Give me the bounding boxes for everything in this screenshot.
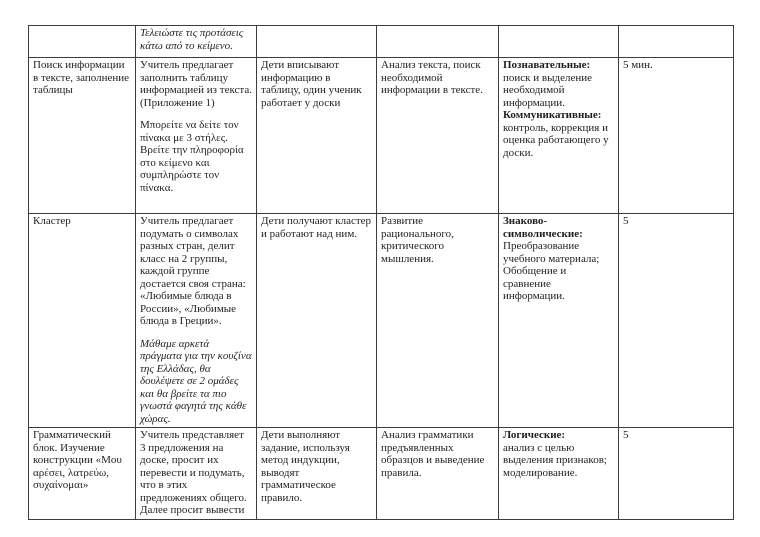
students-cell [257,58,377,214]
teacher-cell [136,428,257,520]
time-cell [619,214,734,428]
time-text: 5 [623,429,629,441]
teacher-cell [136,58,257,214]
teacher-greek-text: Μπορείτε να δείτε τον πίνακα με 3 στήλες. Βρείτε την πληροφορία στο κείμενο και συμπληρώστε τον πίνακα. [140,119,244,194]
time-cell [619,58,734,214]
uud-cell [499,428,619,520]
table-row [29,26,734,58]
teacher-cell [136,214,257,428]
students-text: Дети вписывают информацию в таблицу, один ученик работает у доски [261,59,362,109]
table-row [29,214,734,428]
students-cell [257,214,377,428]
teacher-greek-text: Μάθαμε αρκετά πράγματα για την κουζίνα της Ελλάδας, θα δουλέψετε σε 2 ομάδες και θα βρείτε τα πιο γνωστά φαγητά της κάθε χώρας. [140,337,252,425]
time-text: 5 мин. [623,59,653,71]
development-cell [377,58,499,214]
time-text: 5 [623,215,629,227]
development-cell [377,214,499,428]
uud-text: контроль, коррекция и оценка работающего у доски. [503,121,609,159]
uud-text: поиск и выделение необходимой информации. [503,71,592,109]
table-row [29,428,734,520]
development-text: Анализ грамматики предъявленных образцов и выведение правила. [381,429,485,479]
teacher-text: Учитель представляет 3 предложения на доске, просит их перевести и подумать, что в этих предложениях общего. Далее просит вывести [140,429,247,516]
uud-cell [499,58,619,214]
stage-text: Грамматический блок. Изучение конструкции «Μου αρέσει, λατρεύω, συχαίνομαι» [33,429,122,491]
uud-label: Познавательные: [503,59,591,71]
uud-cell [499,214,619,428]
uud-label: Логические: [503,429,566,441]
development-cell [377,428,499,520]
development-text: Анализ текста, поиск необходимой информации в тексте. [381,59,483,96]
stage-cell [29,428,136,520]
teacher-cell [136,26,257,58]
stage-cell [29,58,136,214]
students-cell [257,26,377,58]
teacher-greek-text: Τελειώστε τις προτάσεις κάτω από το κείμενο. [140,27,244,52]
stage-cell [29,26,136,58]
stage-cell [29,214,136,428]
table-row [29,58,734,214]
stage-text: Кластер [33,215,71,227]
development-text: Развитие рационального, критического мышления. [381,215,454,265]
uud-label: Знаково-символические: [503,215,583,240]
students-cell [257,428,377,520]
stage-text: Поиск информации в тексте, заполнение таблицы [33,59,130,96]
uud-cell [499,26,619,58]
uud-label: Коммуникативные: [503,109,602,121]
teacher-text: Учитель предлагает заполнить таблицу информацией из текста. (Приложение 1) [140,59,252,109]
time-cell [619,26,734,58]
uud-text: анализ с целью выделения признаков; моделирование. [503,441,607,479]
students-text: Дети выполняют задание, используя метод индукции, выводят грамматическое правило. [261,429,350,504]
lesson-plan-table [28,25,734,520]
uud-text: Преобразование учебного материала; Обобщение и сравнение информации. [503,240,600,302]
time-cell [619,428,734,520]
development-cell [377,26,499,58]
students-text: Дети получают кластер и работают над ним. [261,215,372,240]
teacher-text: Учитель предлагает подумать о символах разных стран, делит класс на 2 группы, каждой группе достается своя страна: «Любимые блюда в России», «Любимые блюда в Греции». [140,215,246,327]
